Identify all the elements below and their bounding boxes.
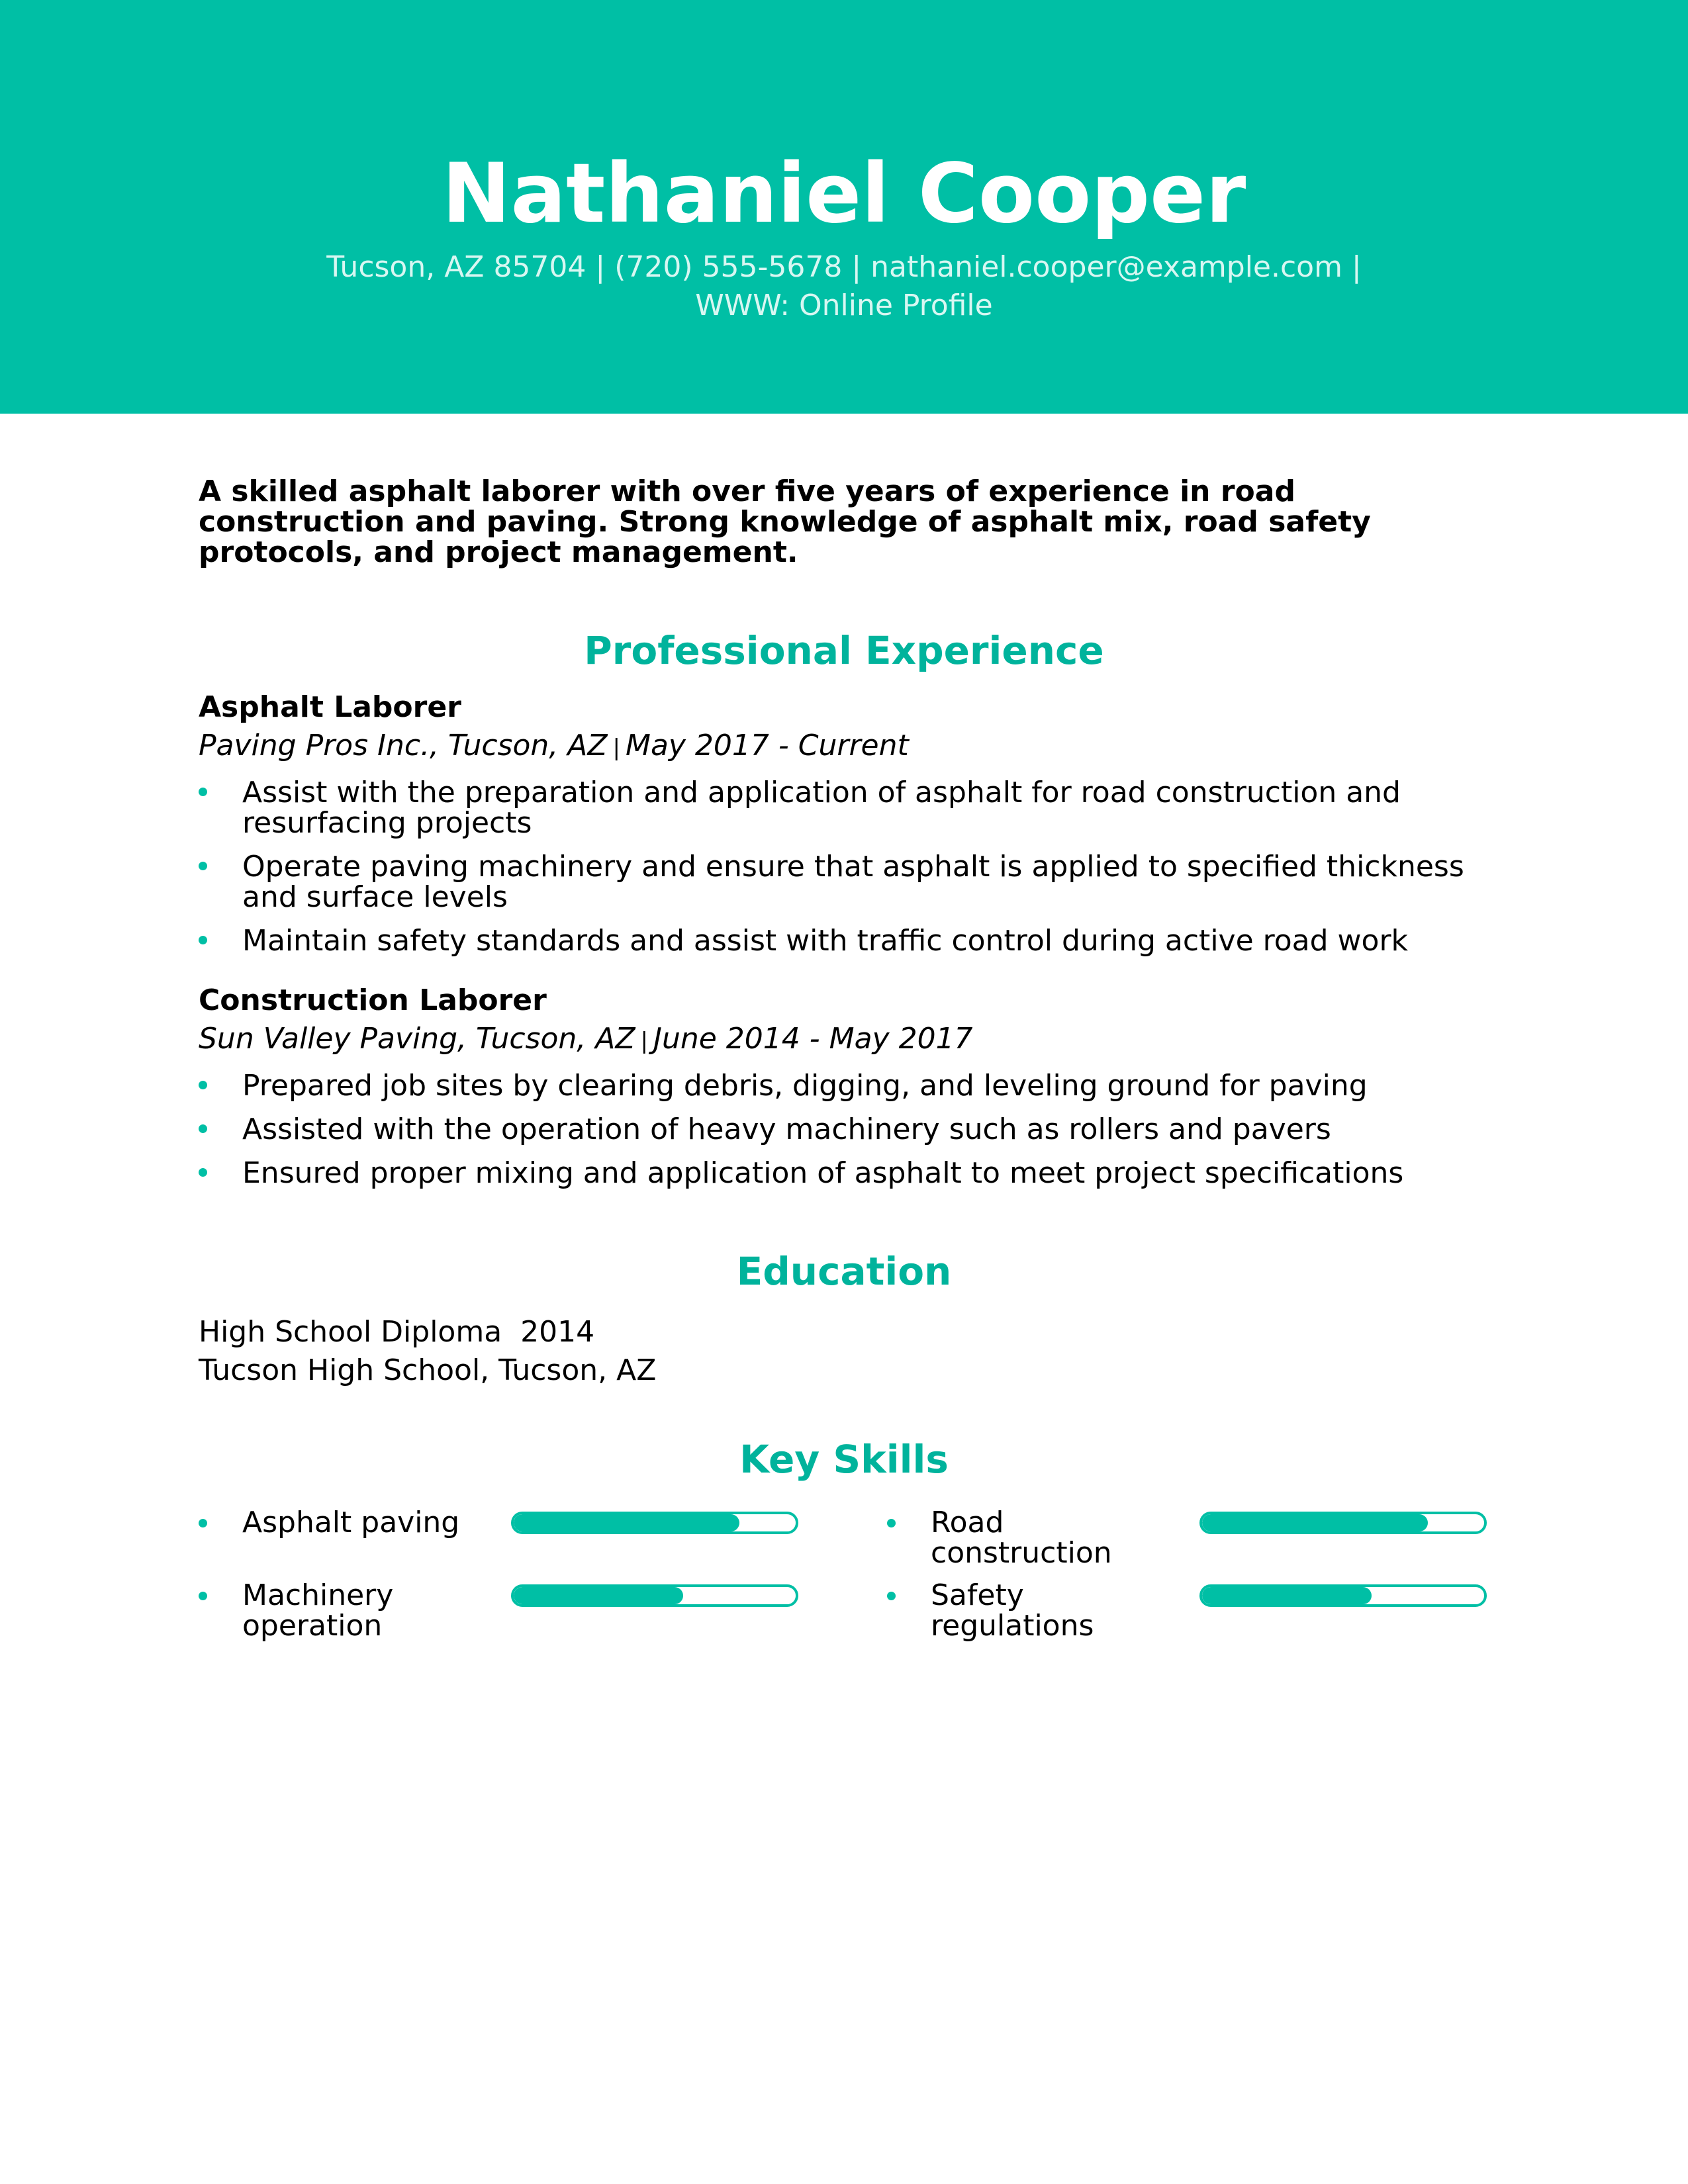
skill-item	[199, 1508, 794, 1580]
list-item: Prepared job sites by clearing debris, digging, and leveling ground for paving	[199, 1071, 1489, 1101]
job-meta	[199, 727, 1489, 767]
skill-level-fill	[1202, 1587, 1372, 1604]
bullet-dot-icon	[887, 1519, 896, 1527]
job-company: Sun Valley Paving, Tucson, AZ	[199, 1022, 635, 1056]
job-title: Construction Laborer	[199, 983, 547, 1017]
skill-label: Asphalt paving	[242, 1506, 460, 1539]
job-dates: May 2017 - Current	[625, 729, 909, 762]
school-line: Tucson High School, Tucson, AZ	[199, 1353, 657, 1387]
list-item: Assist with the preparation and application of asphalt for road construction and resurfacing projects	[199, 778, 1489, 839]
skill-level-bar	[511, 1512, 798, 1534]
skills-grid	[199, 1508, 1489, 1666]
list-item: Operate paving machinery and ensure that asphalt is applied to specified thickness and surface levels	[199, 852, 1489, 913]
resume-body	[199, 477, 1489, 1666]
skill-label: Safety regulations	[931, 1578, 1094, 1643]
contact-info	[199, 248, 1489, 325]
bullet-dot-icon	[199, 1519, 207, 1527]
skill-level-fill	[1202, 1514, 1428, 1531]
bullet-dot-icon	[199, 936, 207, 944]
skill-level-fill	[514, 1514, 739, 1531]
job-entry	[199, 688, 1489, 956]
bullet-dot-icon	[199, 1081, 207, 1089]
bullet-dot-icon	[199, 1168, 207, 1177]
list-item: Assisted with the operation of heavy machinery such as rollers and pavers	[199, 1115, 1489, 1145]
section-title-experience: Professional Experience	[584, 628, 1104, 673]
job-bullets	[199, 778, 1489, 956]
job-bullets	[199, 1071, 1489, 1189]
bullet-dot-icon	[887, 1592, 896, 1600]
profile-link[interactable]: WWW: Online Profile	[695, 289, 993, 322]
job-company: Paving Pros Inc., Tucson, AZ	[199, 729, 608, 762]
job-separator: |	[612, 735, 620, 761]
skill-level-bar	[1199, 1512, 1487, 1534]
job-entry	[199, 981, 1489, 1189]
contact-line: Tucson, AZ 85704 | (720) 555-5678 | nathaniel.cooper@example.com |	[326, 250, 1362, 284]
section-title-education: Education	[736, 1249, 952, 1294]
list-item: Ensured proper mixing and application of asphalt to meet project specifications	[199, 1158, 1489, 1189]
bullet-dot-icon	[199, 1124, 207, 1133]
section-title-skills: Key Skills	[739, 1437, 949, 1482]
bullet-dot-icon	[199, 1592, 207, 1600]
job-separator: |	[640, 1028, 648, 1054]
skill-level-bar	[1199, 1584, 1487, 1607]
list-item: Maintain safety standards and assist with traffic control during active road work	[199, 926, 1489, 956]
skill-item	[199, 1580, 794, 1653]
job-title: Asphalt Laborer	[199, 690, 461, 724]
skill-item	[887, 1508, 1483, 1580]
skill-label: Machinery operation	[242, 1578, 394, 1643]
skill-level-fill	[514, 1587, 683, 1604]
candidate-name: Nathaniel Cooper	[442, 146, 1246, 242]
bullet-dot-icon	[199, 788, 207, 796]
skill-item	[887, 1580, 1483, 1653]
job-meta	[199, 1020, 1489, 1060]
education-entry	[199, 1313, 1489, 1390]
skill-level-bar	[511, 1584, 798, 1607]
bullet-dot-icon	[199, 862, 207, 870]
header-banner	[0, 0, 1688, 414]
summary: A skilled asphalt laborer with over five years of experience in road construction and paving. Strong knowledge of asphalt mix, road safety protocols, and project management.	[199, 475, 1371, 569]
job-dates: June 2014 - May 2017	[653, 1022, 973, 1056]
degree-line: High School Diploma 2014	[199, 1315, 595, 1349]
skill-label: Road construction	[931, 1506, 1112, 1570]
